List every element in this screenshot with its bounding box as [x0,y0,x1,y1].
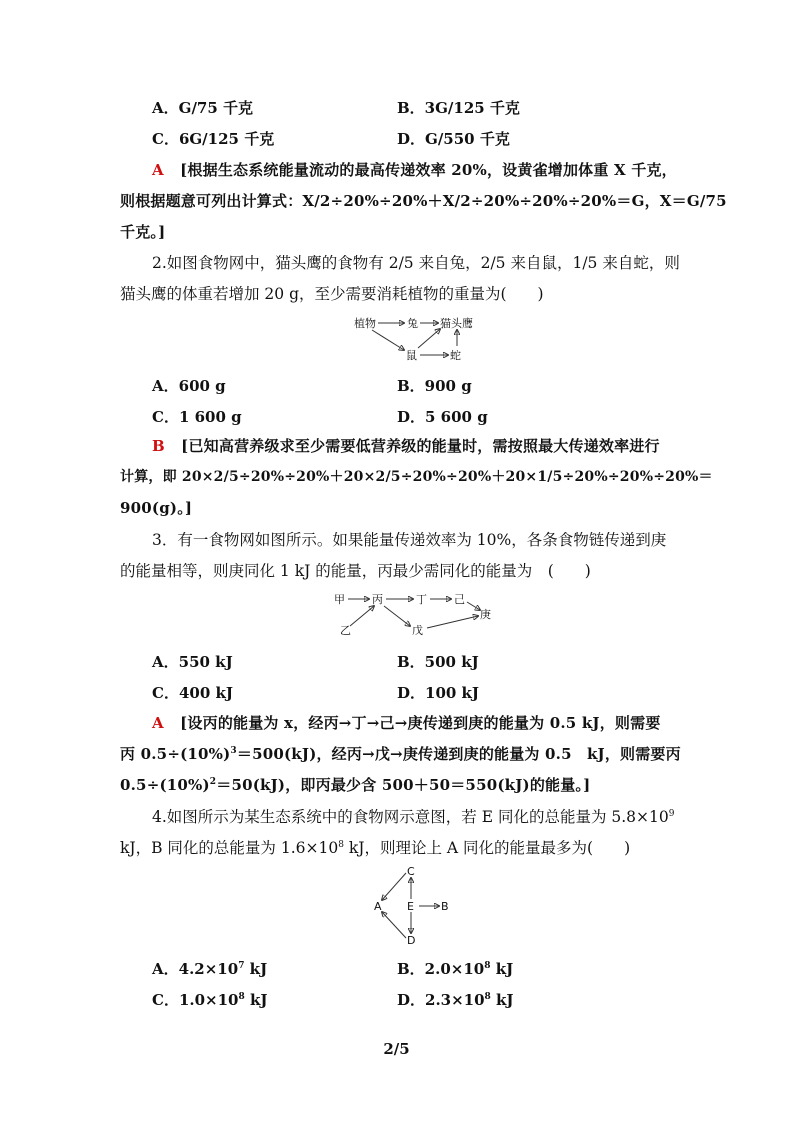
q3-exp-text1: [设丙的能量为 x，经丙→丁→己→庚传递到庚的能量为 0.5 kJ，则需要 [180,714,661,732]
node-rabbit: 兔 [407,317,418,330]
node-ji: 己 [454,593,465,606]
q4-stem2-b: kJ，则理论上 A 同化的能量最多为( ) [343,839,631,857]
q3-option-b: B．500 kJ [397,653,479,671]
q2-stem-line2: 猫头鹰的体重若增加 20 g，至少需要消耗植物的重量为( ) [120,285,544,303]
q2-answer: B [152,437,165,455]
q3-option-c: C．400 kJ [152,684,233,702]
node-snake: 蛇 [450,349,461,362]
q1-option-c: C．6G/125 千克 [152,130,275,148]
q2-option-b: B．900 g [397,377,472,395]
q3-explanation-line2 [120,744,680,764]
q4-opt-d-sup: 8 [484,992,491,1002]
q2-explanation-line1 [120,436,712,456]
node-jia: 甲 [334,593,345,606]
node-a: A [374,900,382,913]
q4-food-web-diagram [370,862,460,948]
node-plant: 植物 [354,317,376,330]
q4-opt-b-text: B．2.0×10 [397,960,485,978]
q3-explanation-line1 [120,713,712,733]
q3-option-a: A．550 kJ [152,653,233,671]
q2-option-c: C．1 600 g [152,408,242,426]
q3-exp2-b: ＝500(kJ)，经丙→戊→庚传递到庚的能量为 0.5 kJ，则需要丙 [236,745,681,763]
page-number: 2/5 [383,1040,410,1058]
q3-food-web-diagram [330,588,500,640]
q3-stem-line1: 3．有一食物网如图所示。如果能量传递效率为 10%，各条食物链传递到庚 [152,531,667,549]
q2-explanation-line2: 计算，即 20×2/5÷20%÷20%＋20×2/5÷20%÷20%＋20×1/5÷20%÷20%÷20%＝ [120,469,713,485]
q2-exp-text1: [已知高营养级求至少需要低营养级的能量时，需按照最大传递效率进行 [181,437,660,455]
q4-stem-line2 [120,838,680,858]
node-mouse: 鼠 [406,349,417,362]
q4-opt-a-text: A．4.2×10 [152,960,239,978]
node-owl: 猫头鹰 [440,317,473,330]
q4-option-c [152,989,267,1010]
q3-exp3-sup: 2 [209,777,217,787]
q4-opt-a-unit: kJ [244,960,268,978]
q1-exp-text1: [根据生态系统能量流动的最高传递效率 20%，设黄雀增加体重 X 千克， [180,161,677,179]
q4-opt-a-sup: 7 [238,961,245,971]
node-ding: 丁 [416,593,427,606]
q4-opt-c-text: C．1.0×10 [152,991,239,1009]
q4-stem2-a: kJ，B 同化的总能量为 1.6×10 [120,839,339,857]
q1-explanation-line3: 千克。] [120,223,166,241]
q3-exp3-a: 0.5÷(10%) [120,776,210,794]
q1-option-d: D．G/550 千克 [397,130,510,148]
q2-stem-line1: 2.如图食物网中，猫头鹰的食物有 2/5 来自兔，2/5 来自鼠，1/5 来自蛇，则 [152,254,680,272]
node-bing: 丙 [372,593,383,606]
q1-option-a: A．G/75 千克 [152,99,254,117]
q4-opt-c-unit: kJ [244,991,268,1009]
node-geng: 庚 [480,608,491,621]
q4-stem-line1 [120,807,712,827]
q1-explanation-line2: 则根据题意可列出计算式：X/2÷20%÷20%＋X/2÷20%÷20%÷20%＝G，X＝G/75 [120,192,727,210]
q3-exp3-b: ＝50(kJ)，即丙最少含 500＋50＝550(kJ)的能量。] [216,776,591,794]
q3-stem-line2: 的能量相等，则庚同化 1 kJ 的能量，丙最少需同化的能量为 ( ) [120,562,591,580]
q3-answer: A [152,714,164,732]
node-wu: 戊 [412,624,423,637]
q4-opt-b-sup: 8 [484,961,491,971]
q4-opt-c-sup: 8 [238,992,245,1002]
q1-explanation-line1 [120,160,712,180]
node-d: D [407,934,416,947]
node-e: E [407,900,414,913]
q4-stem1-sup: 9 [668,808,675,819]
q4-opt-d-unit: kJ [490,991,514,1009]
q3-option-d: D．100 kJ [397,684,480,702]
q4-opt-b-unit: kJ [490,960,514,978]
q4-option-d [397,989,514,1010]
q4-option-a [152,958,267,979]
q3-exp2-sup: 3 [230,746,237,756]
q2-option-a: A．600 g [152,377,226,395]
q4-option-b [397,958,513,979]
q1-option-b: B．3G/125 千克 [397,99,520,117]
q2-explanation-line3: 900(g)。] [120,499,193,517]
q4-stem2-sup: 8 [338,839,344,850]
q2-food-web-diagram [340,310,490,370]
q4-stem1-text: 4.如图所示为某生态系统中的食物网示意图，若 E 同化的总能量为 5.8×10 [152,808,669,826]
q3-exp2-a: 丙 0.5÷(10%) [120,745,231,763]
node-b: B [441,900,449,913]
q3-explanation-line3 [120,775,680,795]
node-yi: 乙 [340,624,351,637]
q4-opt-d-text: D．2.3×10 [397,991,485,1009]
q1-answer: A [152,161,164,179]
node-c: C [407,865,415,878]
q2-option-d: D．5 600 g [397,408,488,426]
